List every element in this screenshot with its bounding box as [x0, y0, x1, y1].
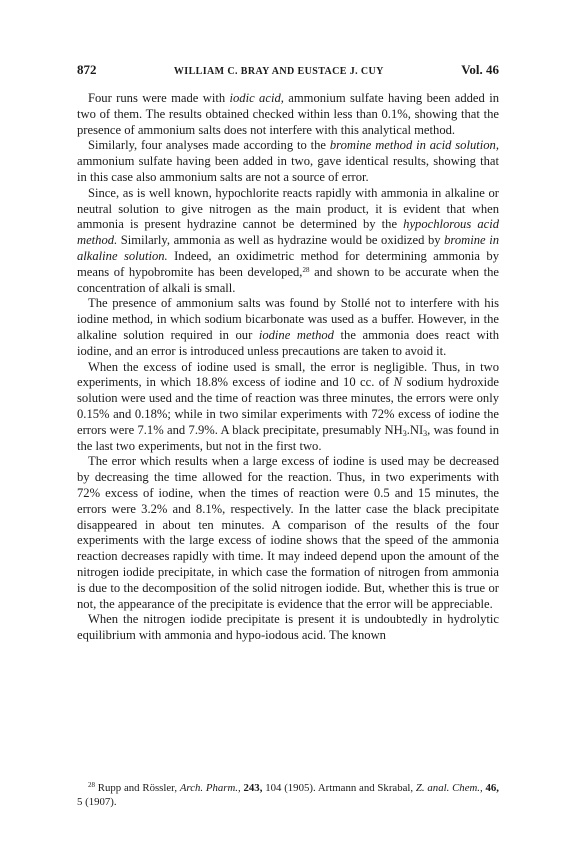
running-header: [77, 62, 499, 78]
page-number: 872: [77, 62, 97, 77]
paragraph-ammonium-salts: The presence of ammonium salts was found by Stollé not to interfere with his iodine method, in which sodium bicarbonate was used as a buffer. However, in the alkaline solution required in our iodine method the ammonia does react with iodine, and an error is introduced unless precautions are taken to avoid it.: [77, 296, 499, 358]
paragraph-bromine-acid: Similarly, four analyses made according to the bromine method in acid solution, ammonium sulfate having been added in two, gave identical results, showing that in this case also ammonium salts are not a source of error.: [77, 138, 499, 184]
footnote-ref-28: 28: [302, 265, 310, 274]
article-body: [77, 91, 499, 644]
paragraph-iodic-acid: Four runs were made with iodic acid, ammonium sulfate having been added in two of them. The results obtained checked within less than 0.1%, showing that the presence of ammonium salts does not interfere with this analytical method.: [77, 91, 499, 137]
footnote-marker: 28: [88, 781, 95, 789]
paragraph-hydrolytic-equilibrium: When the nitrogen iodide precipitate is present it is undoubtedly in hydrolytic equilibrium with ammonia and hypo-iodous acid. The known: [77, 612, 499, 643]
paragraph-iodine-excess: When the excess of iodine used is small, the error is negligible. Thus, in two experiments, in which 18.8% excess of iodine and 10 cc. of N sodium hydroxide solution were used and the time of reaction was three minutes, the errors were only 0.15% and 0.18%; while in two similar experiments with 72% excess of iodine the errors were 7.1% and 7.9%. A black precipitate, presumably $NH_3.NI_3$, was found in the last two experiments, but not in the first two.: [77, 359, 500, 453]
paragraph-hypochlorite: Since, as is well known, hypochlorite reacts rapidly with ammonia in alkaline or neutral solution to give nitrogen as the main product, it is evident that when ammonia is present hydrazine cannot be determined by the hypochlorous acid method. Similarly, ammonia as well as hydrazine would be oxidized by bromine in alkaline solution. Indeed, an oxidimetric method for determining ammonia by means of hypobromite has been developed,$^{28}$ and shown to be accurate when the concentration of alkali is small.: [77, 185, 500, 295]
paragraph-reaction-time: The error which results when a large excess of iodine is used may be decreased by decreasing the time allowed for the reaction. Thus, in two experiments with 72% excess of iodine, when the times of reaction were 0.5 and 15 minutes, the errors were 3.2% and 8.1%, respectively. In the latter case the black precipitate disappeared in about ten minutes. A comparison of the results of the four experiments with the large excess of iodine shows that the speed of the ammonia reaction decreases rapidly with time. It may indeed depend upon the amount of the nitrogen iodide precipitate, in which case the formation of nitrogen from ammonia is due to the decomposition of the solid nitrogen iodide. But, whether this is true or not, the appearance of the precipitate is evidence that the error will be appreciable.: [77, 454, 499, 611]
running-title: WILLIAM C. BRAY AND EUSTACE J. CUY: [173, 66, 384, 77]
volume-number: Vol. 46: [461, 62, 499, 77]
footnote: $^{28}$ Rupp and Rössler, Arch. Pharm., 243, 104 (1905). Artmann and Skrabal, Z. anal. Chem., 46, 5 (1907).: [77, 781, 499, 808]
